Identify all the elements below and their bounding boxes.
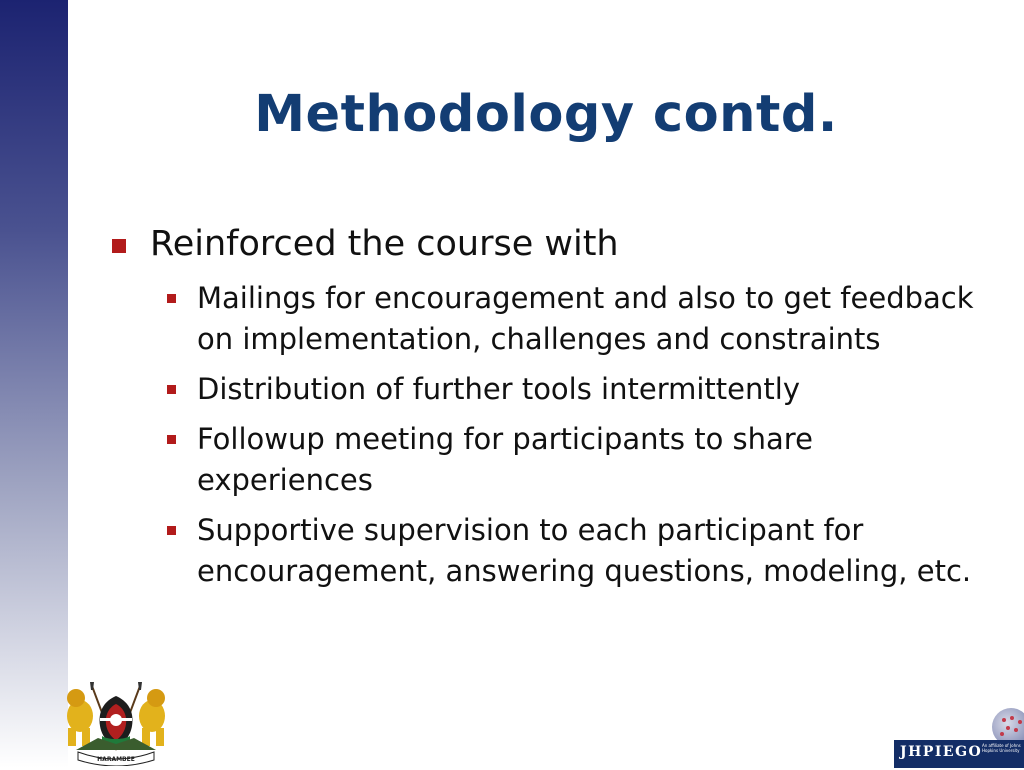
bullet-item — [112, 222, 1002, 266]
bullet-text: Reinforced the course with — [150, 224, 619, 264]
sub-bullet-text: Supportive supervision to each participant for encouragement, answering questions, modeling, etc. — [197, 513, 972, 588]
kenya-coat-of-arms-logo — [58, 680, 174, 766]
sub-bullet-text: Mailings for encouragement and also to get feedback on implementation, challenges and constraints — [197, 281, 974, 356]
square-bullet-icon — [167, 435, 176, 444]
sub-bullet-text: Distribution of further tools intermittently — [197, 372, 800, 406]
square-bullet-icon — [167, 385, 176, 394]
square-bullet-icon — [112, 239, 126, 253]
sub-bullet-item — [167, 278, 1002, 360]
sub-bullet-text: Followup meeting for participants to share experiences — [197, 422, 813, 497]
svg-text:HARAMBEE: HARAMBEE — [97, 756, 135, 763]
sub-bullet-item — [167, 419, 1002, 501]
jhpiego-name: JHPIEGO — [900, 744, 983, 760]
sub-bullet-item — [167, 510, 1002, 592]
square-bullet-icon — [167, 294, 176, 303]
sub-bullet-list — [167, 278, 1002, 592]
bullet-list — [112, 222, 1002, 601]
square-bullet-icon — [167, 526, 176, 535]
jhpiego-affiliation: An affiliate of Johns Hopkins University — [982, 743, 1021, 753]
slide-title: Methodology contd. — [254, 85, 838, 144]
jhpiego-logo — [894, 706, 1024, 768]
sub-bullet-item — [167, 369, 1002, 410]
